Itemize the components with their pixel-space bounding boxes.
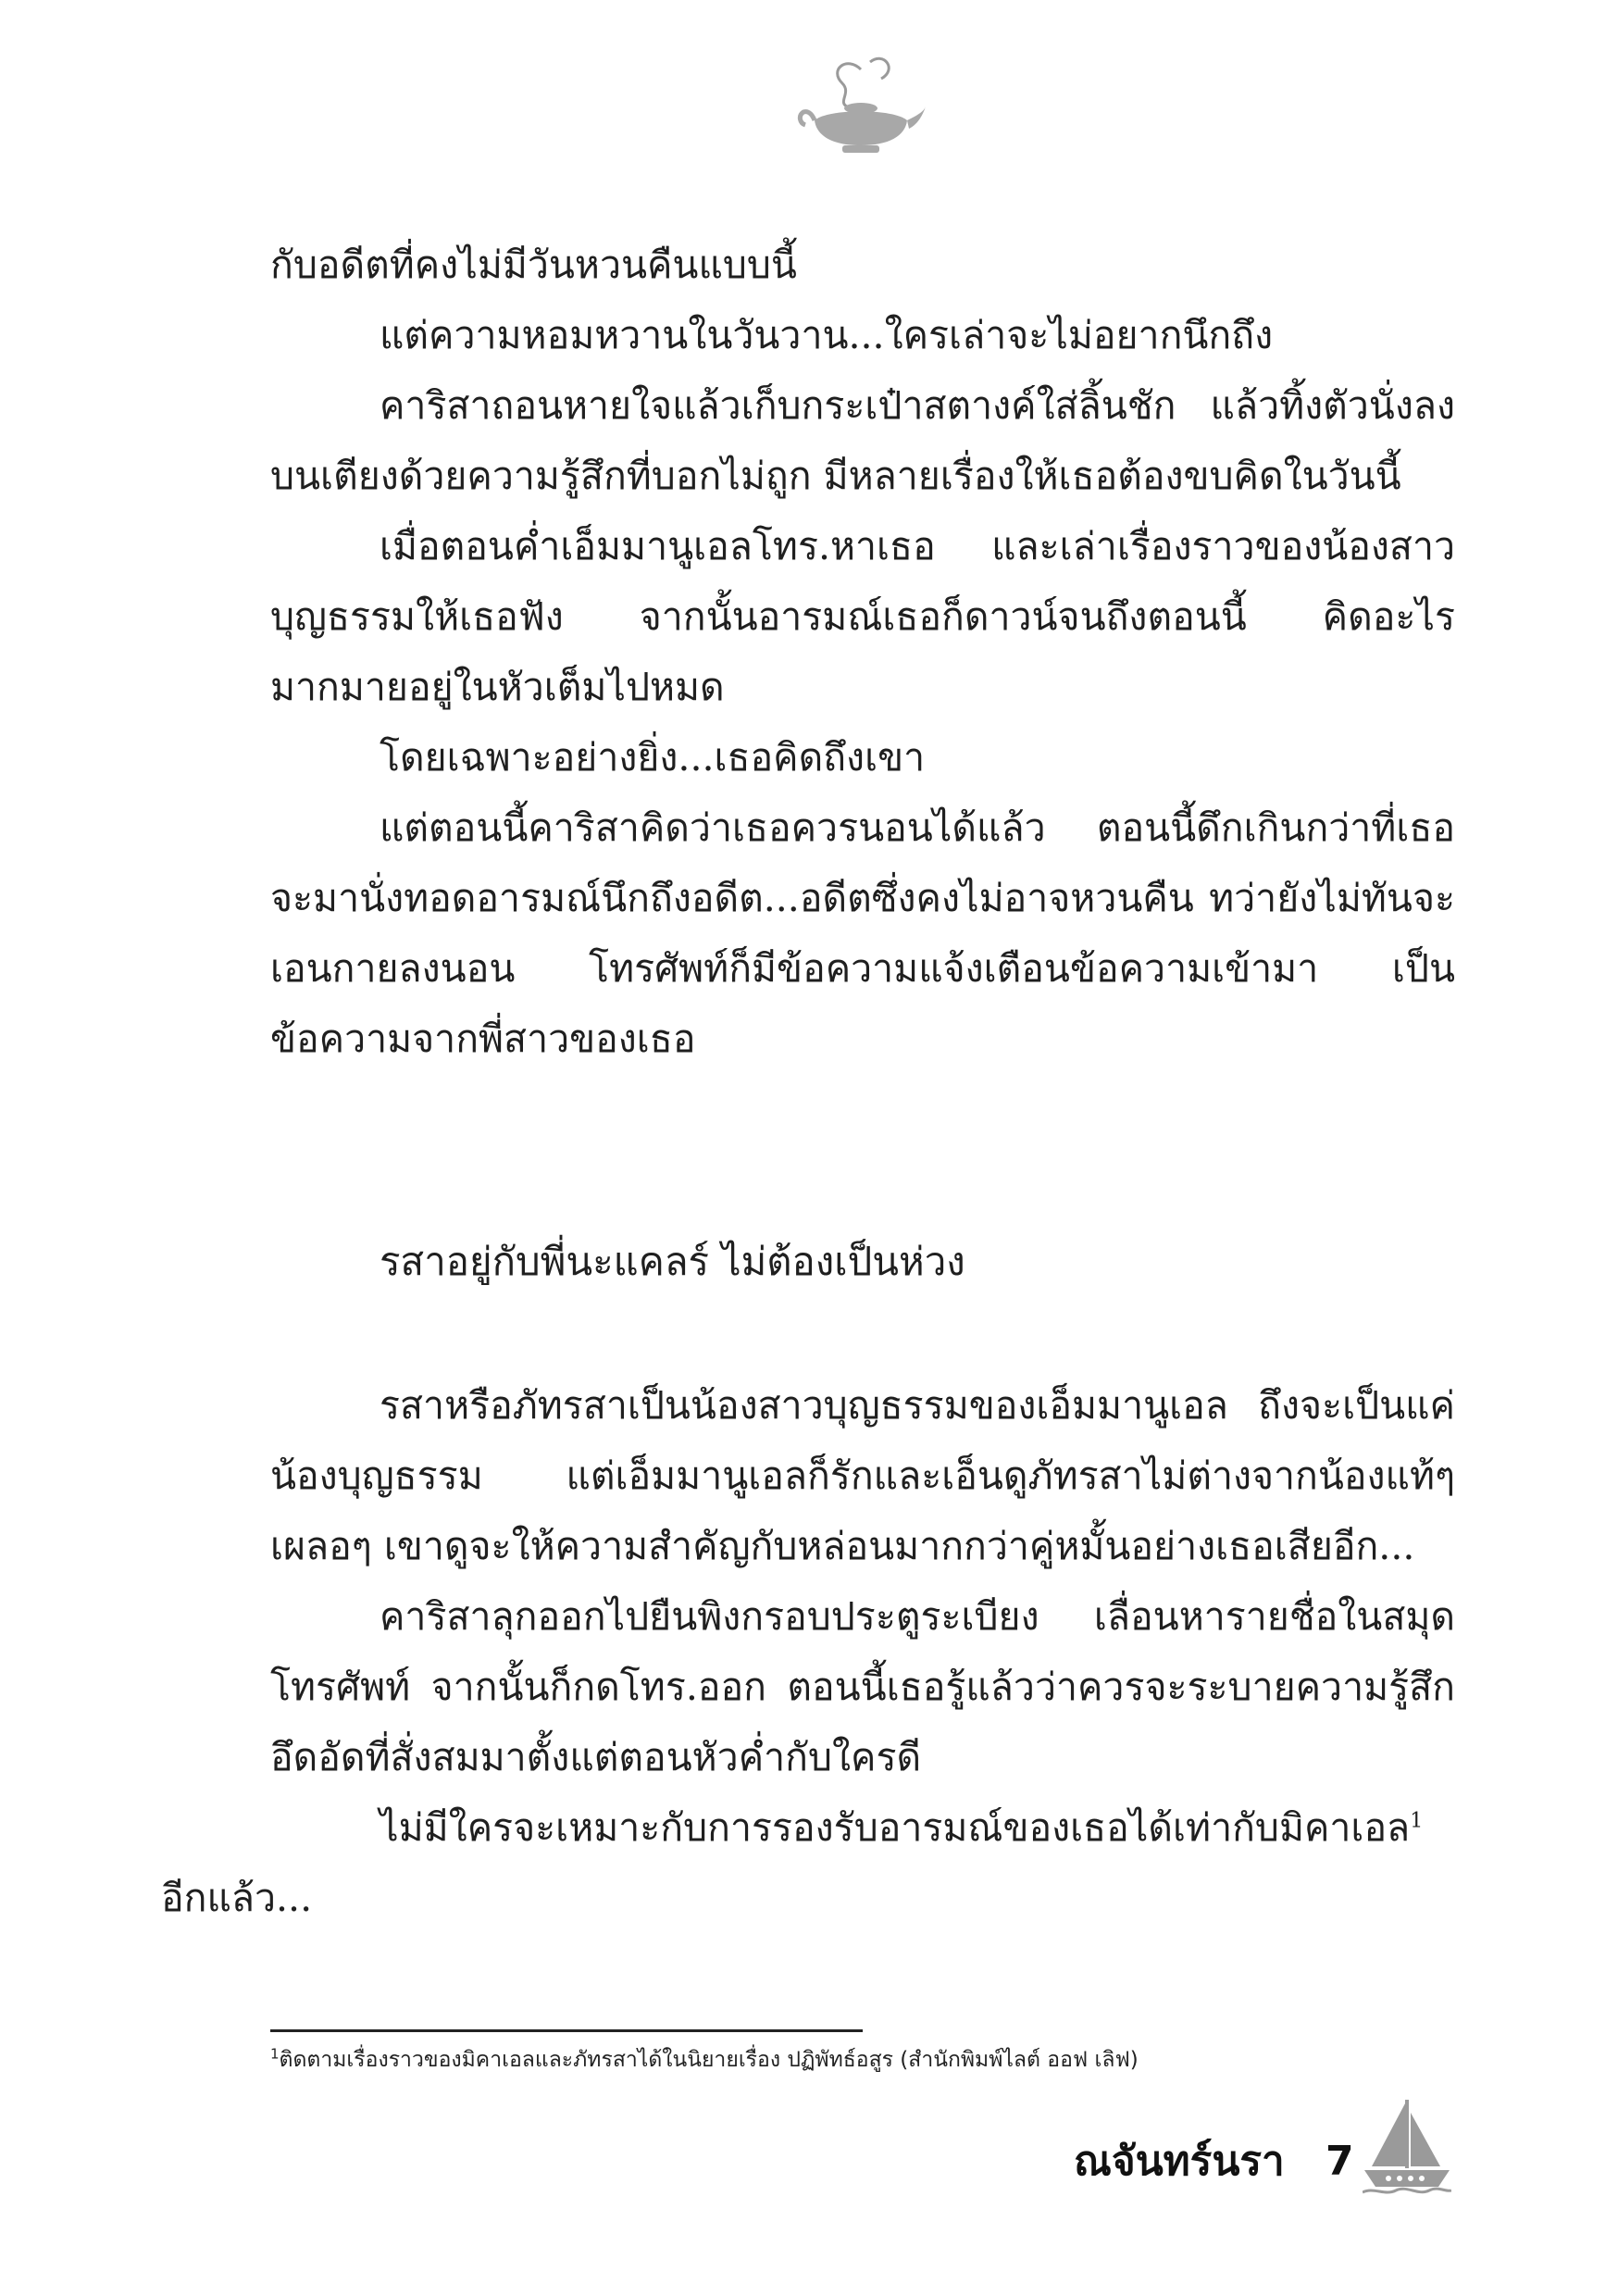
paragraph-text: ไม่มีใครจะเหมาะกับการรองรับอารมณ์ของเธอได้เท่ากับมิคาเอล <box>380 1805 1411 1850</box>
footnote-number: 1 <box>270 2045 280 2063</box>
message-heading: รสาอยู่กับพี่นะแคลร์ ไม่ต้องเป็นห่วง <box>380 1239 965 1284</box>
footnote-marker: 1 <box>1410 1809 1424 1833</box>
paragraph: กับอดีตที่คงไม่มีวันหวนคืนแบบนี้ <box>270 243 797 287</box>
author-name: ณจันทร์นรา <box>1074 2138 1285 2185</box>
genie-lamp-icon <box>796 51 926 162</box>
paragraph: คาริสาลุกออกไปยืนพิงกรอบประตูระเบียง เลื่อนหารายชื่อในสมุดโทรศัพท์ จากนั้นก็กดโทร.ออก ตอนนี้เธอรู้แล้วว่าควรจะระบายความรู้สึกอึดอัดที่สั่งสมมาตั้งแต่ตอนหัวค่ำกับใครดี <box>270 1594 1455 1779</box>
paragraph: โดยเฉพาะอย่างยิ่ง...เธอคิดถึงเขา <box>380 735 926 780</box>
body-text-bottom <box>161 1370 1455 1933</box>
paragraph: แต่ตอนนี้คาริสาคิดว่าเธอควรนอนได้แล้ว ตอนนี้ดึกเกินกว่าที่เธอจะมานั่งทอดอารมณ์นึกถึงอดีต...อดีตซึ่งคงไม่อาจหวนคืน ทว่ายังไม่ทันจะเอนกายลงนอน โทรศัพท์ก็มีข้อความแจ้งเตือนข้อความเข้ามา เป็นข้อความจากพี่สาวของเธอ <box>270 805 1455 1061</box>
page-number: 7 <box>1326 2138 1354 2185</box>
paragraph: เมื่อตอนค่ำเอ็มมานูเอลโทร.หาเธอ และเล่าเรื่องราวของน้องสาวบุญธรรมให้เธอฟัง จากนั้นอารมณ์เธอก็ดาวน์จนถึงตอนนี้ คิดอะไรมากมายอยู่ในหัวเต็มไปหมด <box>270 524 1455 709</box>
paragraph-continuation: อีกแล้ว... <box>161 1876 313 1920</box>
paragraph-with-footnote <box>161 1792 1455 1933</box>
paragraph: คาริสาถอนหายใจแล้วเก็บกระเป๋าสตางค์ใส่ลิ้นชัก แล้วทิ้งตัวนั่งลงบนเตียงด้วยความรู้สึกที่บอกไม่ถูก มีหลายเรื่องให้เธอต้องขบคิดในวันนี้ <box>270 383 1455 498</box>
paragraph: แต่ความหอมหวานในวันวาน...ใครเล่าจะไม่อยากนึกถึง <box>380 313 1274 357</box>
paragraph: รสาหรือภัทรสาเป็นน้องสาวบุญธรรมของเอ็มมานูเอล ถึงจะเป็นแค่น้องบุญธรรม แต่เอ็มมานูเอลก็รักและเอ็นดูภัทรสาไม่ต่างจากน้องแท้ๆ เผลอๆ เขาดูจะให้ความสำคัญกับหล่อนมากกว่าคู่หมั้นอย่างเธอเสียอีก... <box>270 1383 1455 1568</box>
sailboat-icon <box>1363 2094 1451 2196</box>
footnote-text: ติดตามเรื่องราวของมิคาเอลและภัทรสาได้ในนิยายเรื่อง ปฏิพัทธ์อสูร (สำนักพิมพ์ไลต์ ออฟ เลิฟ) <box>279 2048 1139 2072</box>
footnote-divider <box>270 2029 863 2032</box>
footnote <box>270 2041 1474 2078</box>
body-text-top <box>270 230 1455 1074</box>
